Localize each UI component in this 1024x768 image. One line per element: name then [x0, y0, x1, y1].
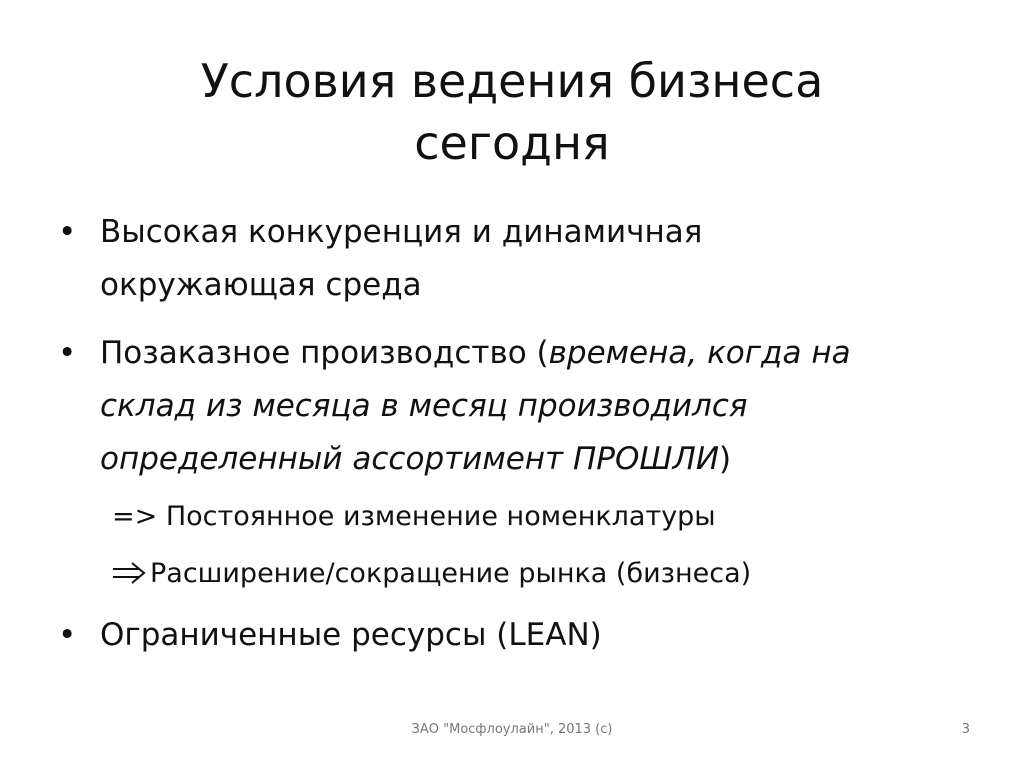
sub-item-text: Расширение/сокращение рынка (бизнеса)	[150, 558, 752, 589]
bullet-text-line	[100, 327, 851, 380]
bullet-item-competition	[58, 206, 702, 312]
bullet-text-normal: Позаказное производство (	[100, 335, 549, 371]
slide-title-line-2: сегодня	[414, 116, 610, 170]
bullet-marker: •	[58, 214, 77, 250]
double-right-arrow-icon	[112, 554, 150, 594]
slide-title	[80, 50, 944, 174]
bullet-item-make-to-order	[58, 327, 851, 486]
page-number: 3	[961, 722, 970, 737]
bullet-text-line: Высокая конкуренция и динамичная	[100, 214, 703, 250]
bullet-text-italic: склад из месяца в месяц производился	[100, 388, 748, 424]
bullet-text-line: Ограниченные ресурсы (LEAN)	[100, 617, 602, 653]
bullet-text-line: окружающая среда	[100, 267, 422, 303]
bullet-item-limited-resources	[58, 609, 602, 662]
bullet-text-italic: определенный ассортимент ПРОШЛИ	[100, 441, 720, 477]
footer-copyright: ЗАО "Мосфлоулайн", 2013 (c)	[411, 722, 613, 737]
sub-item-nomenclature-change	[112, 497, 716, 537]
sub-item-text: => Постоянное изменение номенклатуры	[112, 501, 716, 532]
sub-item-market-change	[112, 554, 751, 594]
slide-title-line-1: Условия ведения бизнеса	[200, 54, 824, 108]
bullet-text-normal: )	[719, 441, 732, 477]
bullet-marker: •	[58, 617, 77, 653]
bullet-text-italic: времена, когда на	[548, 335, 851, 371]
bullet-text-line	[100, 433, 851, 486]
bullet-marker: •	[58, 335, 77, 371]
